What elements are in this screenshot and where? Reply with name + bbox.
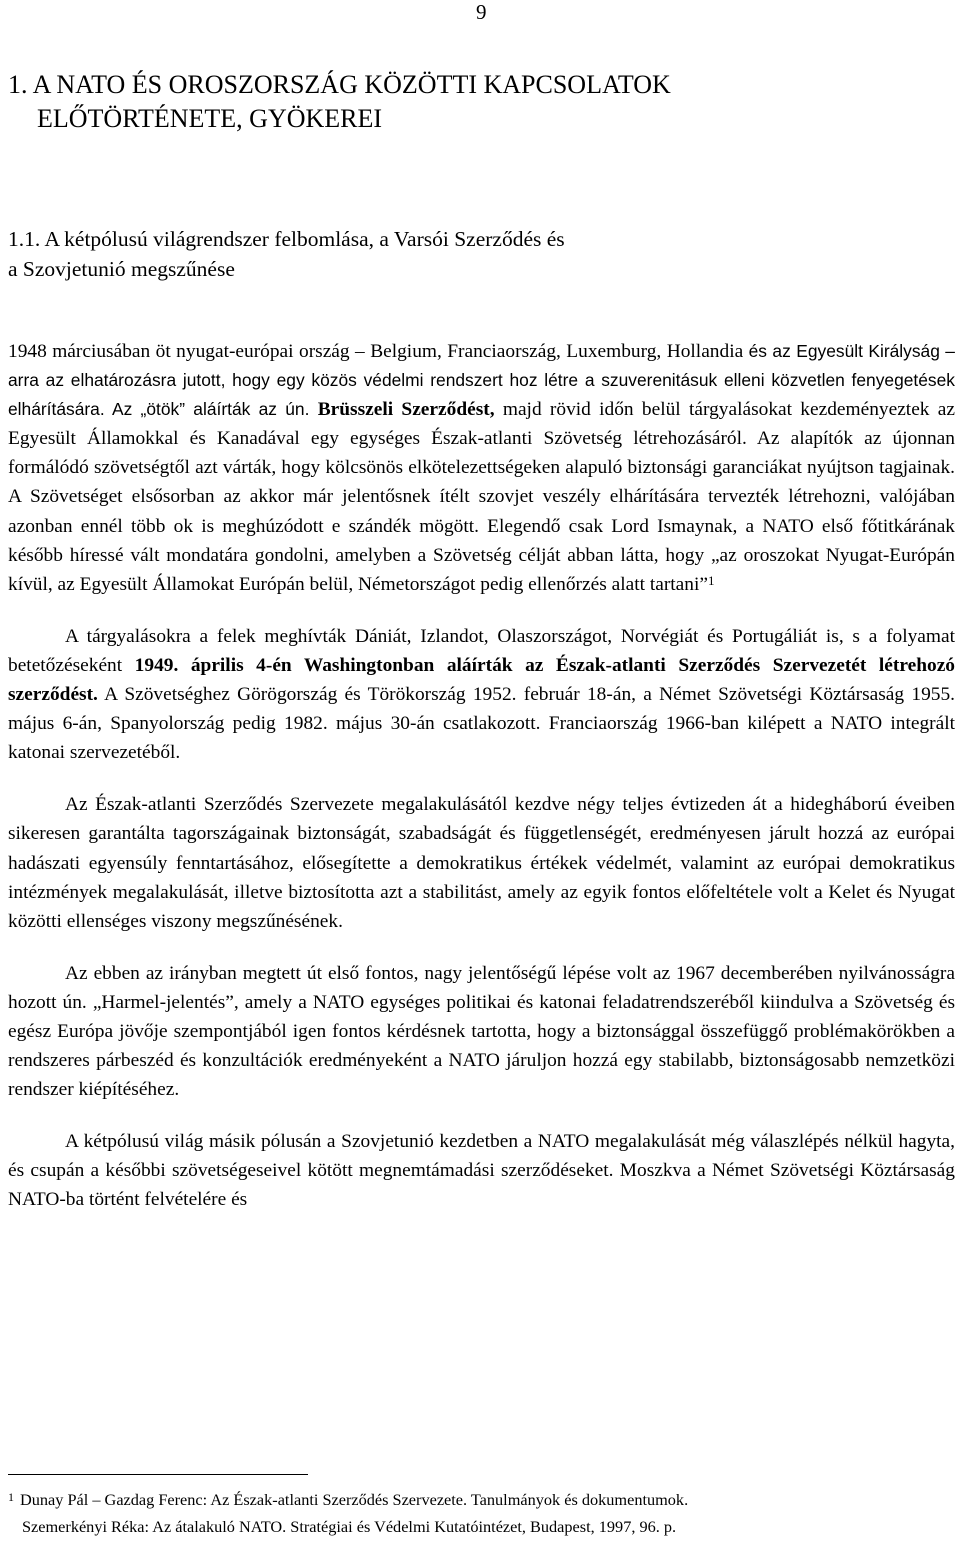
footnote-line-1 bbox=[8, 1486, 958, 1513]
paragraph-1 bbox=[8, 337, 955, 599]
paragraph-4: Az ebben az irányban megtett út első fontos, nagy jelentőségű lépése volt az 1967 decemberében nyilvánosságra hozott ún. „Harmel-jelentés”, amely a NATO egységes politikai és katonai feladatrendszeréből kiindulva a Szövetség és egész Európa jövője szempontjából igen fontos kérdésnek tartotta, hogy a biztonsággal összefüggő problémakörökben a rendszeres párbeszéd és konzultációk eredményeként a NATO járuljon hozzá egy stabilabb, biztonságosabb nemzetközi rendszer kiépítéséhez. bbox=[8, 962, 955, 1101]
section-title-line-1: 1.1. A kétpólusú világrendszer felbomlása, a Varsói Szerződés és bbox=[8, 227, 565, 251]
paragraph-2-continuation: A Szövetséghez Görögország és Törökország 1952. február 18-án, a Német Szövetségi Köztársaság 1955. május 6-án, Spanyolország pedig 1982. május 30-án csatlakozott. Franciaország 1966-ban kilépett a NATO integrált katonai szervezetéből. bbox=[8, 684, 955, 764]
footnote bbox=[8, 1486, 958, 1540]
chapter-title-line-1: 1. A NATO ÉS OROSZORSZÁG KÖZÖTTI KAPCSOLATOK bbox=[8, 70, 671, 99]
body-text bbox=[8, 337, 955, 1215]
paragraph-2 bbox=[8, 622, 955, 767]
brusszeli-szerzodes-bold: Brüsszeli Szerződést, bbox=[317, 399, 495, 421]
page-number: 9 bbox=[476, 0, 487, 24]
footnote-line-2 bbox=[8, 1513, 958, 1540]
footnote-reference: 1 bbox=[707, 572, 715, 588]
section-title-line-2: a Szovjetunió megszűnése bbox=[8, 257, 235, 281]
footnote-separator bbox=[8, 1474, 308, 1475]
chapter-title-line-2: ELŐTÖRTÉNETE, GYÖKEREI bbox=[37, 104, 383, 133]
paragraph-1-opening: 1948 márciusában öt nyugat-európai ország – Belgium, Franciaország, Luxemburg, Hollandia bbox=[8, 341, 744, 362]
paragraph-5: A kétpólusú világ másik pólusán a Szovjetunió kezdetben a NATO megalakulását még válaszlépés nélkül hagyta, és csupán a későbbi szövetségeseivel kötött megnemtámadási szerződéseket. Moszkva a Német Szövetségi Köztársaság NATO-ba történt felvételére és bbox=[8, 1131, 955, 1211]
paragraph-2-opening: A tárgyalásokra a felek meghívták Dániát, Izlandot, Olaszországot, Norvégiát és Portugáliát is, s a folyamat betetőzéseként bbox=[8, 625, 955, 676]
section-title bbox=[8, 224, 908, 284]
footnote-mark: 1 bbox=[8, 1490, 14, 1504]
footnote-text-1: Dunay Pál – Gazdag Ferenc: Az Észak-atlanti Szerződés Szervezete. Tanulmányok és dokumentumok. bbox=[20, 1490, 689, 1509]
paragraph-3: Az Észak-atlanti Szerződés Szervezete megalakulásától kezdve négy teljes évtizeden át a hidegháború éveiben sikeresen garantálta tagországainak biztonságát, szabadságát és függetlenségét, eredményesen járult hozzá az európai hadászati egyensúly fenntartásához, elősegítette a demokratikus értékek védelmét, valamint az európai demokratikus intézmények megalakulását, illetve biztosította azt a stabilitást, amely az egyik fontos előfeltétele volt a Kelet és Nyugat közötti ellenséges viszony megszűnésének. bbox=[8, 794, 955, 932]
paragraph-1-text: és az Egyesült Királyság – arra az elhatározásra jutott, hogy egy közös védelmi rendszert hoz létre a szuverenitásuk elleni közvetlen fenyegetések elhárítására. Az „ötök” aláírták az ún. bbox=[8, 341, 955, 420]
washington-treaty-bold: 1949. április 4-én Washingtonban aláírták az Észak-atlanti Szerződés Szervezetét létrehozó szerződést. bbox=[8, 654, 955, 706]
footnote-text-2: Szemerkényi Réka: Az átalakuló NATO. Stratégiai és Védelmi Kutatóintézet, Budapest, 1997, 96. p. bbox=[22, 1517, 677, 1536]
paragraph-1-continuation: majd rövid időn belül tárgyalásokat kezdeményeztek az Egyesült Államokkal és Kanadával egy egységes Észak-atlanti Szövetség létrehozásáról. Az alapítók az újonnan formálódó szövetségtől azt várták, hogy kölcsönös elkötelezettségeken alapuló biztonsági garanciákat nyújtson tagjainak. A Szövetséget elsősorban az akkor már jelentősnek ítélt szovjet veszély elhárítására tervezték létrehozni, valójában azonban ennél több ok is meghúzódott e szándék mögött. Elegendő csak Lord Ismaynak, a NATO első főtitkárának később híressé vált mondatára gondolni, amelyben a Szövetség célját abban látta, hogy „az oroszokat Nyugat-Európán kívül, az Egyesült Államokat Európán belül, Németországot pedig ellenőrzés alatt tartani” bbox=[8, 399, 956, 595]
chapter-title bbox=[8, 68, 908, 136]
